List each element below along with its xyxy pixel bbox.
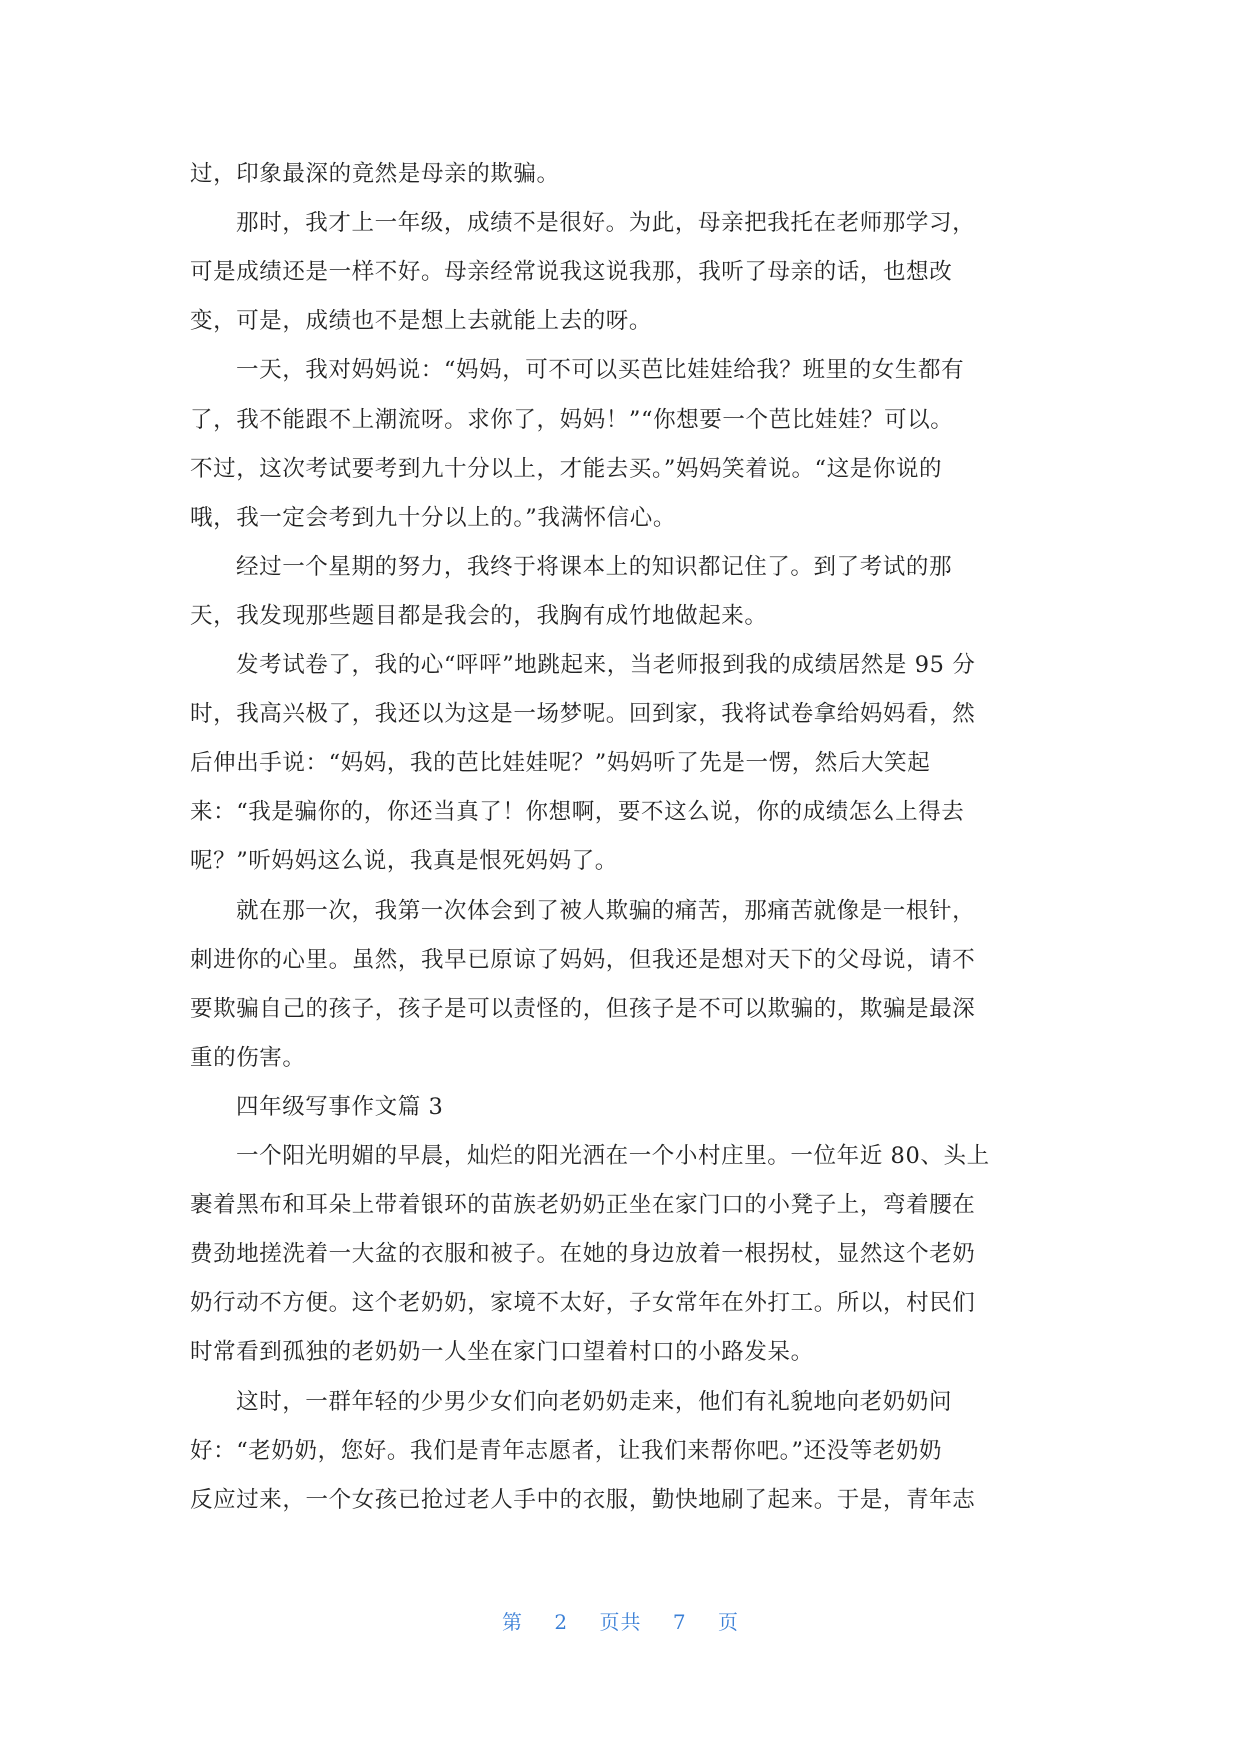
text-line: 哦，我一定会考到九十分以上的。”我满怀信心。 bbox=[190, 504, 676, 531]
text-line: 要欺骗自己的孩子，孩子是可以责怪的，但孩子是不可以欺骗的，欺骗是最深 bbox=[190, 995, 976, 1022]
page-total-number: 7 bbox=[672, 1610, 687, 1634]
page-label-mid: 页共 bbox=[599, 1610, 642, 1634]
text-line: 好：“老奶奶，您好。我们是青年志愿者，让我们来帮你吧。”还没等老奶奶 bbox=[190, 1437, 943, 1464]
text-line: 刺进你的心里。虽然，我早已原谅了妈妈，但我还是想对天下的父母说，请不 bbox=[190, 946, 976, 973]
text-line: 后伸出手说：“妈妈，我的芭比娃娃呢？”妈妈听了先是一愣，然后大笑起 bbox=[190, 750, 931, 777]
text-line: 裹着黑布和耳朵上带着银环的苗族老奶奶正坐在家门口的小凳子上，弯着腰在 bbox=[190, 1192, 976, 1219]
text-line: 过，印象最深的竟然是母亲的欺骗。 bbox=[190, 161, 560, 187]
text-line: 奶行动不方便。这个老奶奶，家境不太好，子女常年在外打工。所以，村民们 bbox=[190, 1290, 976, 1317]
text-line: 来：“我是骗你的，你还当真了！你想啊，要不这么说，你的成绩怎么上得去 bbox=[190, 799, 965, 826]
text-line: 可是成绩还是一样不好。母亲经常说我这说我那，我听了母亲的话，也想改 bbox=[190, 259, 953, 286]
text-line: 费劲地搓洗着一大盆的衣服和被子。在她的身边放着一根拐杖，显然这个老奶 bbox=[190, 1241, 976, 1268]
text-line: 变，可是，成绩也不是想上去就能上去的呀。 bbox=[190, 308, 653, 335]
text-line: 经过一个星期的努力，我终于将课本上的知识都记住了。到了考试的那 bbox=[236, 553, 953, 580]
text-line: 重的伤害。 bbox=[190, 1044, 306, 1071]
text-line: 那时，我才上一年级，成绩不是很好。为此，母亲把我托在老师那学习， bbox=[236, 210, 976, 237]
text-line: 不过，这次考试要考到九十分以上，才能去买。”妈妈笑着说。“这是你说的 bbox=[190, 455, 943, 482]
page-label-pre: 第 bbox=[502, 1610, 524, 1634]
text-line: 时，我高兴极了，我还以为这是一场梦呢。回到家，我将试卷拿给妈妈看，然 bbox=[190, 701, 976, 728]
text-line: 就在那一次，我第一次体会到了被人欺骗的痛苦，那痛苦就像是一根针， bbox=[236, 897, 976, 924]
text-line: 天，我发现那些题目都是我会的，我胸有成竹地做起来。 bbox=[190, 602, 768, 629]
text-line: 四年级写事作文篇 3 bbox=[236, 1093, 444, 1120]
page-footer bbox=[0, 1606, 1241, 1635]
text-line: 呢？”听妈妈这么说，我真是恨死妈妈了。 bbox=[190, 848, 618, 875]
page-current-number: 2 bbox=[554, 1610, 569, 1634]
text-line: 发考试卷了，我的心“呯呯”地跳起来，当老师报到我的成绩居然是 95 分 bbox=[236, 652, 976, 678]
text-line: 一个阳光明媚的早晨，灿烂的阳光洒在一个小村庄里。一位年近 80、头上 bbox=[236, 1143, 990, 1169]
text-line: 一天，我对妈妈说：“妈妈，可不可以买芭比娃娃给我？班里的女生都有 bbox=[236, 357, 965, 384]
page-label-post: 页 bbox=[717, 1610, 739, 1634]
text-line: 了，我不能跟不上潮流呀。求你了，妈妈！”“你想要一个芭比娃娃？可以。 bbox=[190, 406, 954, 433]
text-line: 反应过来，一个女孩已抢过老人手中的衣服，勤快地刷了起来。于是，青年志 bbox=[190, 1486, 976, 1513]
text-line: 时常看到孤独的老奶奶一人坐在家门口望着村口的小路发呆。 bbox=[190, 1339, 814, 1366]
text-line: 这时，一群年轻的少男少女们向老奶奶走来，他们有礼貌地向老奶奶问 bbox=[236, 1388, 953, 1415]
